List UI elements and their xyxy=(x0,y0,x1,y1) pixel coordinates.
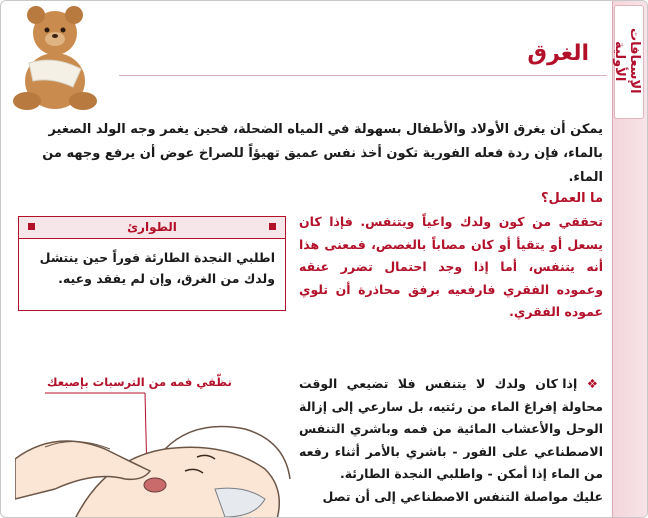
emergency-box-text: اطلبي النجدة الطارئة فوراً حين ينتشل ولدك من الغرق، وإن لم يفقد وعيه. xyxy=(39,250,275,286)
bullet-text-continued: عليك مواصلة التنفس الاصطناعي إلى أن تصل xyxy=(322,488,603,504)
emergency-box-title: الطوارئ xyxy=(127,220,177,234)
action-paragraph: تحققي من كون ولدك واعياً ويتنفس. فإذا كان يسعل أو يتقيأ أو كان مصاباً بالغصص، فمعنى هذا أنه يتنفس، أما إذا وجد احتمال تضرر عنقه وعموده الفقري فارفعيه برفق محاذرة أن تلوي عموده الفقري. xyxy=(299,214,603,319)
teddy-bear-image xyxy=(3,3,107,113)
sidebar xyxy=(612,1,647,518)
emergency-box xyxy=(18,216,286,311)
illustration-caption: نظّفي فمه من الترسبات بإصبعك xyxy=(47,375,232,389)
bullet-text: إذا كان ولدك لا يتنفس فلا تضيعي الوقت محاولة إفراغ الماء من رئتيه، بل سارعي إلى إزالة الوحل والأعشاب المائية من فمه وباشري التنفس الاصطناعي على الفور - باشري بالأمر أثناء رفعه من الماء إذا أمكن - واطلبي النجدة الطارئة. xyxy=(299,376,603,481)
title-divider xyxy=(119,75,607,76)
bullet-paragraph xyxy=(299,373,603,508)
bullet-icon: ❖ xyxy=(586,376,603,391)
child-mouth-illustration xyxy=(15,389,295,518)
intro-paragraph: يمكن أن يغرق الأولاد والأطفال بسهولة في المياه الضحلة، فحين يغمر وجه الولد الصغير بالماء، فإن ردة فعله الفورية تكون أخذ نفس عميق تهيؤاً للصراخ عوض أن يرفع وجهه من الماء. xyxy=(42,122,603,185)
sidebar-title: الإسعافات الأولية xyxy=(612,28,642,94)
action-question: ما العمل؟ xyxy=(541,191,603,206)
square-bullet-icon xyxy=(269,223,276,230)
emergency-box-header xyxy=(19,217,285,239)
page-title: الغرق xyxy=(527,41,589,66)
